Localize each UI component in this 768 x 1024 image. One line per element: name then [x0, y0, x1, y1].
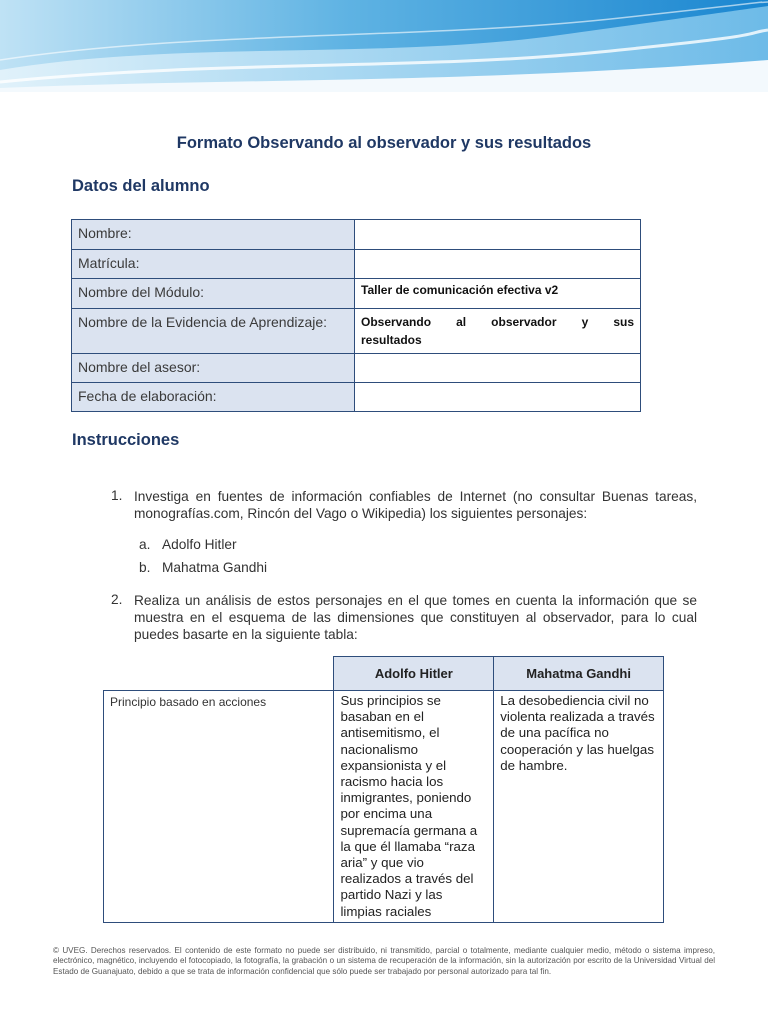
sublist-label-b: b.: [139, 560, 151, 575]
table-row: [72, 250, 641, 279]
matricula-field[interactable]: [355, 250, 641, 279]
row-label: Nombre del asesor:: [72, 354, 355, 383]
row-label: Nombre:: [72, 220, 355, 250]
section-heading-datos: Datos del alumno: [72, 177, 210, 195]
row-label: Fecha de elaboración:: [72, 383, 355, 412]
row-label: Matrícula:: [72, 250, 355, 279]
empty-corner-cell: [104, 657, 334, 691]
sublist-item-b: Mahatma Gandhi: [162, 560, 267, 575]
page-title: Formato Observando al observador y sus resultados: [176, 134, 592, 152]
table-header-row: [104, 657, 664, 691]
column-header-gandhi: Mahatma Gandhi: [494, 657, 664, 691]
list-number-1: 1.: [111, 488, 123, 503]
student-data-table: [71, 219, 641, 412]
asesor-field[interactable]: [355, 354, 641, 383]
instruction-item-1: Investiga en fuentes de información confiables de Internet (no consultar Buenas tareas, monografías.com, Rincón del Vago o Wikipedia) los siguientes personajes:: [134, 489, 697, 521]
gandhi-cell: La desobediencia civil no violenta realizada a través de una pacífica no cooperación y las huelgas de hambre.: [494, 691, 664, 923]
instruction-item-2: Realiza un análisis de estos personajes en el que tomes en cuenta la información que se muestra en el esquema de las dimensiones que constituyen al observador, para lo cual puedes basarte en la siguiente tabla:: [134, 593, 697, 642]
list-number-2: 2.: [111, 592, 123, 607]
nombre-field[interactable]: [355, 220, 641, 250]
table-row: [72, 220, 641, 250]
sublist-item-a: Adolfo Hitler: [162, 537, 237, 552]
table-row: [72, 354, 641, 383]
row-label: Nombre del Módulo:: [72, 279, 355, 309]
table-row: [72, 279, 641, 309]
sublist-label-a: a.: [139, 537, 151, 552]
hitler-cell: Sus principios se basaban en el antisemitismo, el nacionalismo expansionista y el racismo hacia los inmigrantes, poniendo por encima una supremacía germana a la que él llamaba “raza aria” y que vio realizados a través del partido Nazi y las limpias raciales: [334, 691, 494, 923]
table-row: [104, 691, 664, 923]
evidencia-value-line1: Observando al observador y sus: [361, 315, 634, 329]
section-heading-instrucciones: Instrucciones: [72, 431, 180, 449]
modulo-value: Taller de comunicación efectiva v2: [355, 279, 641, 309]
row-label-principio: Principio basado en acciones: [104, 691, 334, 923]
table-row: [72, 309, 641, 354]
header-banner: [0, 0, 768, 96]
evidencia-value-line2: resultados: [361, 333, 422, 347]
evidencia-value: [355, 309, 641, 354]
fecha-field[interactable]: [355, 383, 641, 412]
column-header-hitler: Adolfo Hitler: [334, 657, 494, 691]
copyright-footer: © UVEG. Derechos reservados. El contenido de este formato no puede ser distribuido, ni transmitido, parcial o totalmente, mediante cualquier medio, método o sistema impreso, electrónico, magnético, incluyendo el fotocopiado, la fotografía, la grabación o un sistema de recuperación de la información, sin la autorización por escrito de la Universidad Virtual del Estado de Guanajuato, debido a que se trata de información confidencial que sólo puede ser trabajado por personal autorizado para tal fin.: [53, 946, 715, 976]
row-label: Nombre de la Evidencia de Aprendizaje:: [72, 309, 355, 354]
banner-wave-graphic: [0, 0, 768, 96]
table-row: [72, 383, 641, 412]
comparison-table: [103, 656, 664, 923]
